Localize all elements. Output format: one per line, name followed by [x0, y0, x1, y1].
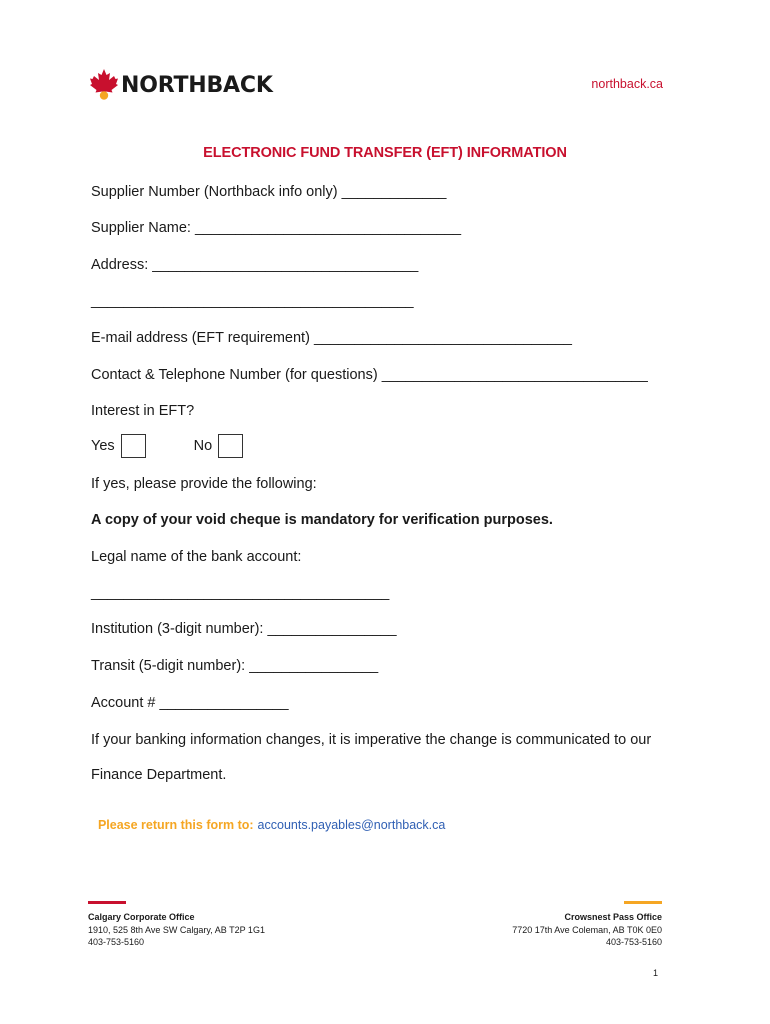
- no-label: No: [193, 438, 213, 454]
- finance-department-text: Finance Department.: [91, 767, 227, 783]
- interest-question: Interest in EFT?: [91, 403, 195, 419]
- website-link[interactable]: northback.ca: [591, 77, 663, 91]
- institution-field[interactable]: Institution (3-digit number): ________________: [91, 621, 397, 637]
- supplier-name-field[interactable]: Supplier Name: _________________________________: [91, 220, 462, 236]
- crowsnest-office-block: [512, 911, 662, 949]
- legal-name-field[interactable]: _____________________________________: [91, 585, 390, 601]
- calgary-office-phone: 403-753-5160: [88, 937, 145, 947]
- calgary-office-name: Calgary Corporate Office: [88, 912, 195, 922]
- banking-changes-notice: If your banking information changes, it is imperative the change is communicated to our: [91, 732, 652, 748]
- address-field[interactable]: Address: _________________________________: [91, 257, 419, 273]
- maple-leaf-icon: [89, 68, 119, 102]
- page-number: 1: [652, 968, 658, 978]
- supplier-number-field[interactable]: Supplier Number (Northback info only) _____________: [91, 184, 447, 200]
- page-title: ELECTRONIC FUND TRANSFER (EFT) INFORMATION: [203, 145, 567, 161]
- account-field[interactable]: Account # ________________: [91, 695, 289, 711]
- address-line2-field[interactable]: ________________________________________: [91, 293, 414, 309]
- contact-field[interactable]: Contact & Telephone Number (for questions) _________________________________: [91, 367, 648, 383]
- calgary-office-block: [88, 911, 265, 949]
- if-yes-instruction: If yes, please provide the following:: [91, 476, 317, 492]
- calgary-office-address: 1910, 525 8th Ave SW Calgary, AB T2P 1G1: [88, 924, 265, 935]
- no-checkbox[interactable]: [218, 434, 243, 458]
- return-instruction: [91, 804, 445, 832]
- footer-divider-red: [88, 901, 126, 904]
- yes-label: Yes: [91, 438, 115, 454]
- interest-options: [91, 434, 243, 458]
- crowsnest-office-name: Crowsnest Pass Office: [564, 912, 662, 922]
- return-label: Please return this form to:: [97, 818, 254, 832]
- yes-checkbox[interactable]: [121, 434, 146, 458]
- email-field[interactable]: E-mail address (EFT requirement) ________________________________: [91, 330, 572, 346]
- legal-name-label: Legal name of the bank account:: [91, 549, 302, 565]
- northback-logo: [89, 68, 273, 102]
- void-cheque-notice: A copy of your void cheque is mandatory for verification purposes.: [91, 512, 553, 528]
- crowsnest-office-address: 7720 17th Ave Coleman, AB T0K 0E0: [512, 924, 662, 935]
- return-email-link[interactable]: accounts.payables@northback.ca: [257, 818, 446, 832]
- logo-wordmark: NORTHBACK: [121, 72, 273, 98]
- crowsnest-office-phone: 403-753-5160: [605, 937, 662, 947]
- transit-field[interactable]: Transit (5-digit number): ________________: [91, 658, 379, 674]
- footer-divider-orange: [624, 901, 662, 904]
